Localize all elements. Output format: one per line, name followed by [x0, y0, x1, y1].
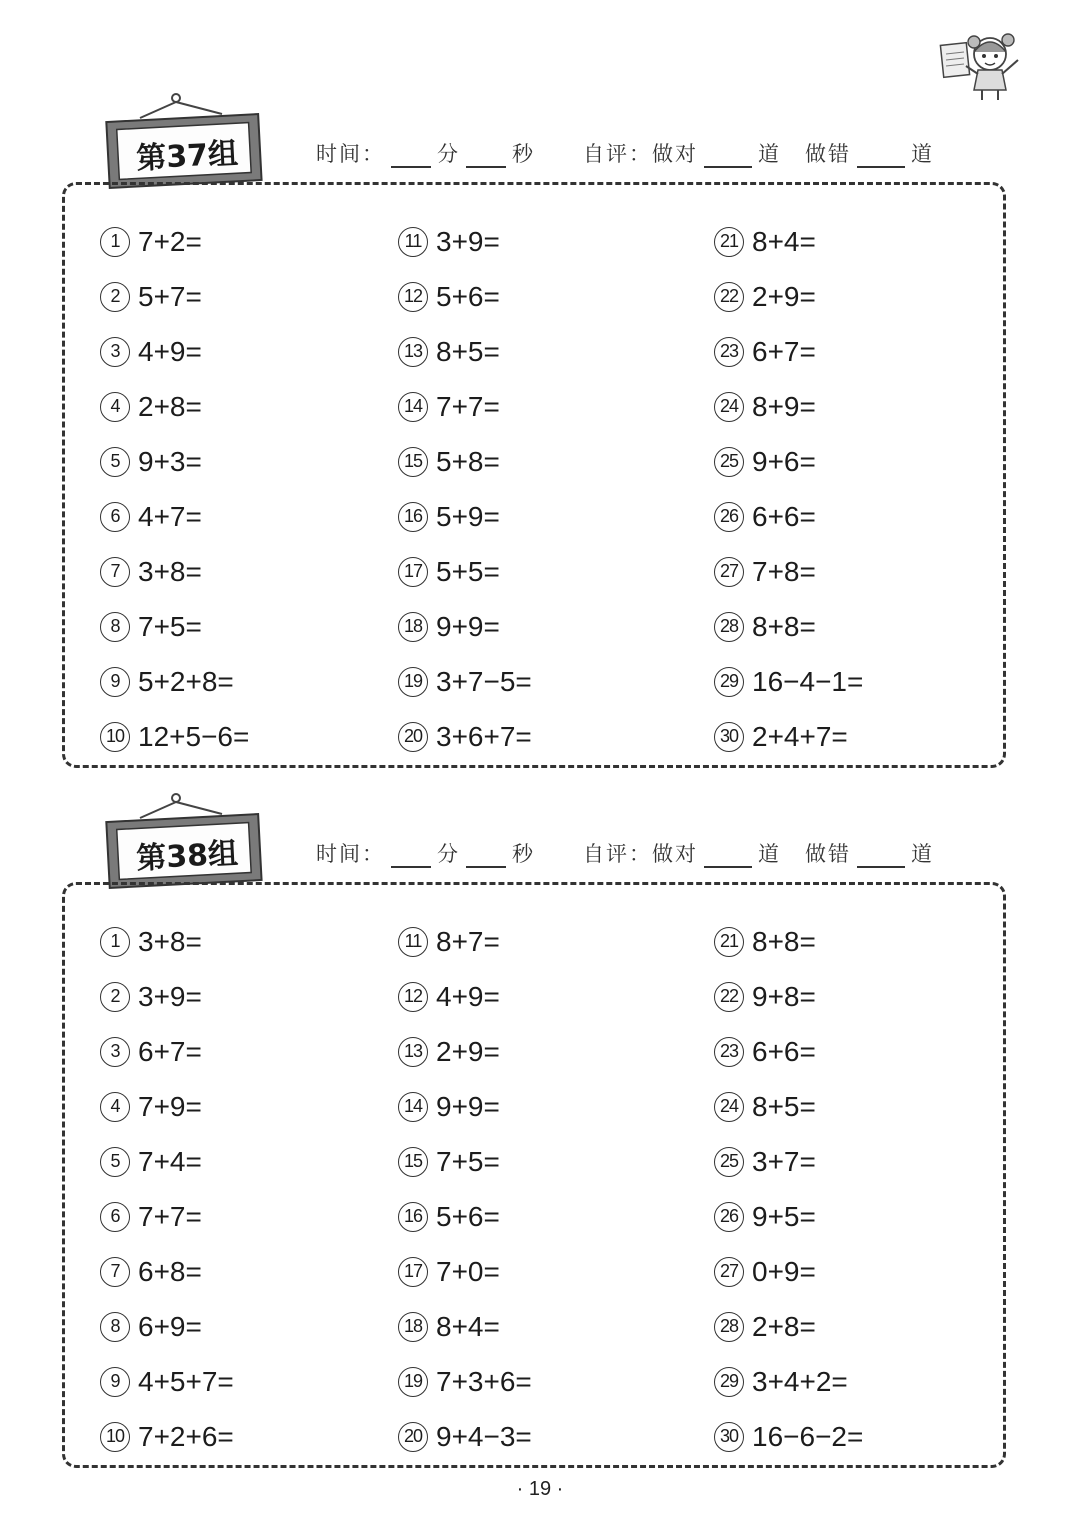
wrong-count-blank[interactable] — [857, 144, 905, 168]
problem-expression: 7+8= — [752, 555, 816, 587]
wrong-label: 做错 — [805, 142, 851, 166]
minute-label: 分 — [437, 842, 460, 866]
problem-item — [398, 969, 532, 1024]
minutes-blank[interactable] — [391, 844, 431, 868]
problem-expression: 7+4= — [138, 1145, 202, 1177]
problem-expression: 16−4−1= — [752, 665, 864, 697]
problem-number: 15 — [398, 1147, 428, 1177]
problem-number: 2 — [100, 982, 130, 1012]
problem-number: 9 — [100, 667, 130, 697]
problem-number: 15 — [398, 447, 428, 477]
problem-item — [714, 1409, 863, 1464]
problem-expression: 8+8= — [752, 610, 816, 642]
problem-number: 8 — [100, 612, 130, 642]
problem-number: 11 — [398, 227, 428, 257]
problem-expression: 3+6+7= — [436, 720, 532, 752]
problem-number: 13 — [398, 337, 428, 367]
problem-expression: 7+0= — [436, 1255, 500, 1287]
correct-unit-label: 道 — [758, 142, 781, 166]
problem-item — [714, 379, 863, 434]
problem-item — [398, 1354, 532, 1409]
problem-expression: 3+7−5= — [436, 665, 532, 697]
problem-number: 14 — [398, 1092, 428, 1122]
problem-item — [714, 709, 863, 764]
problem-item — [398, 599, 532, 654]
problem-number: 20 — [398, 1422, 428, 1452]
problem-number: 3 — [100, 337, 130, 367]
problem-item — [398, 654, 532, 709]
problem-number: 5 — [100, 1147, 130, 1177]
problem-expression: 7+5= — [436, 1145, 500, 1177]
problem-item — [398, 269, 532, 324]
group-title: 第38组 — [135, 836, 239, 877]
problem-item — [714, 599, 863, 654]
problem-item — [714, 1354, 863, 1409]
problem-expression: 2+4+7= — [752, 720, 848, 752]
problem-item — [100, 1244, 234, 1299]
problem-expression: 16−6−2= — [752, 1420, 864, 1452]
problem-item — [100, 434, 249, 489]
problem-expression: 7+3+6= — [436, 1365, 532, 1397]
problem-item — [100, 1409, 234, 1464]
problem-item — [714, 1189, 863, 1244]
problem-expression: 5+6= — [436, 280, 500, 312]
problem-number: 28 — [714, 612, 744, 642]
minutes-blank[interactable] — [391, 144, 431, 168]
group-title-sign — [104, 792, 264, 892]
correct-unit-label: 道 — [758, 842, 781, 866]
problem-item — [398, 544, 532, 599]
problem-number: 12 — [398, 982, 428, 1012]
problem-item — [100, 489, 249, 544]
problem-item — [398, 489, 532, 544]
second-label: 秒 — [512, 142, 535, 166]
problem-number: 26 — [714, 1202, 744, 1232]
problem-item — [714, 324, 863, 379]
problem-item — [398, 1024, 532, 1079]
problem-item — [714, 269, 863, 324]
problem-number: 16 — [398, 502, 428, 532]
time-label: 时间： — [316, 842, 385, 866]
problem-item — [398, 914, 532, 969]
problem-item — [398, 709, 532, 764]
problem-expression: 7+5= — [138, 610, 202, 642]
problem-item — [398, 1189, 532, 1244]
problem-number: 17 — [398, 1257, 428, 1287]
problem-number: 6 — [100, 502, 130, 532]
problem-item — [398, 214, 532, 269]
problem-number: 24 — [714, 392, 744, 422]
problem-item — [714, 1079, 863, 1134]
problem-expression: 7+9= — [138, 1090, 202, 1122]
problem-column — [714, 214, 863, 764]
girl-holding-paper-icon — [936, 24, 1036, 104]
problem-number: 24 — [714, 1092, 744, 1122]
problem-column — [714, 914, 863, 1464]
problem-number: 4 — [100, 392, 130, 422]
problem-number: 25 — [714, 1147, 744, 1177]
problem-number: 17 — [398, 557, 428, 587]
problem-item — [714, 434, 863, 489]
problem-expression: 4+5+7= — [138, 1365, 234, 1397]
problem-item — [714, 654, 863, 709]
problem-number: 3 — [100, 1037, 130, 1067]
problem-item — [398, 1134, 532, 1189]
problem-number: 30 — [714, 722, 744, 752]
problem-expression: 2+9= — [436, 1035, 500, 1067]
problem-expression: 6+8= — [138, 1255, 202, 1287]
page-number: · 19 · — [516, 1478, 564, 1500]
problem-column — [100, 214, 249, 764]
problem-number: 27 — [714, 557, 744, 587]
problem-number: 21 — [714, 227, 744, 257]
problem-expression: 7+7= — [436, 390, 500, 422]
wrong-unit-label: 道 — [911, 142, 934, 166]
problem-number: 21 — [714, 927, 744, 957]
problem-column — [398, 214, 532, 764]
problem-expression: 5+7= — [138, 280, 202, 312]
problem-expression: 2+8= — [752, 1310, 816, 1342]
problem-item — [100, 709, 249, 764]
problem-item — [100, 214, 249, 269]
problem-item — [398, 1409, 532, 1464]
problem-item — [398, 1299, 532, 1354]
problem-number: 19 — [398, 1367, 428, 1397]
problem-expression: 9+9= — [436, 1090, 500, 1122]
problem-item — [398, 1079, 532, 1134]
problem-expression: 6+6= — [752, 500, 816, 532]
problem-expression: 7+7= — [138, 1200, 202, 1232]
problem-expression: 9+4−3= — [436, 1420, 532, 1452]
problem-expression: 7+2= — [138, 225, 202, 257]
problem-item — [100, 1354, 234, 1409]
minute-label: 分 — [437, 142, 460, 166]
problem-item — [100, 1024, 234, 1079]
problem-item — [398, 379, 532, 434]
problem-number: 13 — [398, 1037, 428, 1067]
time-label: 时间： — [316, 142, 385, 166]
problem-expression: 3+8= — [138, 925, 202, 957]
wrong-unit-label: 道 — [911, 842, 934, 866]
problem-expression: 3+4+2= — [752, 1365, 848, 1397]
problem-expression: 5+6= — [436, 1200, 500, 1232]
problem-number: 9 — [100, 1367, 130, 1397]
second-label: 秒 — [512, 842, 535, 866]
time-and-score-line — [316, 834, 934, 868]
problem-expression: 6+7= — [138, 1035, 202, 1067]
problem-expression: 8+5= — [436, 335, 500, 367]
problem-expression: 3+7= — [752, 1145, 816, 1177]
problem-expression: 4+9= — [138, 335, 202, 367]
problem-number: 7 — [100, 1257, 130, 1287]
problem-number: 29 — [714, 1367, 744, 1397]
problem-item — [714, 489, 863, 544]
problem-number: 29 — [714, 667, 744, 697]
problem-number: 22 — [714, 282, 744, 312]
problem-expression: 8+7= — [436, 925, 500, 957]
problem-expression: 3+8= — [138, 555, 202, 587]
problem-number: 25 — [714, 447, 744, 477]
problem-number: 22 — [714, 982, 744, 1012]
problem-expression: 12+5−6= — [138, 720, 250, 752]
correct-count-blank[interactable] — [704, 844, 752, 868]
wrong-count-blank[interactable] — [857, 844, 905, 868]
problem-number: 20 — [398, 722, 428, 752]
problem-number: 30 — [714, 1422, 744, 1452]
problem-expression: 5+2+8= — [138, 665, 234, 697]
problem-expression: 8+4= — [436, 1310, 500, 1342]
seconds-blank[interactable] — [466, 144, 506, 168]
problem-expression: 3+9= — [436, 225, 500, 257]
problem-expression: 9+6= — [752, 445, 816, 477]
time-and-score-line — [316, 134, 934, 168]
problem-column — [100, 914, 234, 1464]
problem-item — [100, 379, 249, 434]
problem-number: 26 — [714, 502, 744, 532]
problem-item — [714, 914, 863, 969]
problem-expression: 4+9= — [436, 980, 500, 1012]
problem-expression: 8+8= — [752, 925, 816, 957]
problem-expression: 9+3= — [138, 445, 202, 477]
problem-column — [398, 914, 532, 1464]
problem-expression: 2+8= — [138, 390, 202, 422]
wrong-label: 做错 — [805, 842, 851, 866]
problem-number: 1 — [100, 227, 130, 257]
problem-item — [100, 1189, 234, 1244]
problem-number: 23 — [714, 1037, 744, 1067]
correct-count-blank[interactable] — [704, 144, 752, 168]
problem-number: 27 — [714, 1257, 744, 1287]
problem-expression: 9+8= — [752, 980, 816, 1012]
problem-number: 7 — [100, 557, 130, 587]
problem-item — [100, 969, 234, 1024]
problem-expression: 9+5= — [752, 1200, 816, 1232]
problem-number: 12 — [398, 282, 428, 312]
problem-item — [100, 1134, 234, 1189]
problem-expression: 3+9= — [138, 980, 202, 1012]
problem-item — [100, 1299, 234, 1354]
problem-item — [100, 914, 234, 969]
problem-number: 2 — [100, 282, 130, 312]
problem-item — [398, 1244, 532, 1299]
problem-number: 4 — [100, 1092, 130, 1122]
problem-number: 18 — [398, 612, 428, 642]
problem-item — [714, 1244, 863, 1299]
problem-item — [100, 1079, 234, 1134]
problem-number: 19 — [398, 667, 428, 697]
problem-item — [714, 1299, 863, 1354]
problem-number: 11 — [398, 927, 428, 957]
problem-number: 28 — [714, 1312, 744, 1342]
seconds-blank[interactable] — [466, 844, 506, 868]
problem-number: 8 — [100, 1312, 130, 1342]
problem-item — [100, 324, 249, 379]
problem-expression: 9+9= — [436, 610, 500, 642]
self-eval-correct-label: 自评：做对 — [583, 842, 698, 866]
problem-item — [398, 324, 532, 379]
problem-expression: 8+5= — [752, 1090, 816, 1122]
problem-expression: 6+6= — [752, 1035, 816, 1067]
group-title-sign — [104, 92, 264, 192]
problem-expression: 6+7= — [752, 335, 816, 367]
problem-expression: 5+8= — [436, 445, 500, 477]
problem-expression: 5+5= — [436, 555, 500, 587]
problem-expression: 0+9= — [752, 1255, 816, 1287]
problem-number: 16 — [398, 1202, 428, 1232]
problem-item — [714, 1024, 863, 1079]
problem-item — [100, 599, 249, 654]
problem-item — [714, 969, 863, 1024]
problem-number: 10 — [100, 1422, 130, 1452]
problem-item — [100, 269, 249, 324]
problem-number: 23 — [714, 337, 744, 367]
problem-expression: 8+9= — [752, 390, 816, 422]
problem-expression: 5+9= — [436, 500, 500, 532]
problem-item — [714, 544, 863, 599]
problem-item — [714, 214, 863, 269]
problem-item — [100, 544, 249, 599]
problem-expression: 2+9= — [752, 280, 816, 312]
problem-number: 10 — [100, 722, 130, 752]
problem-expression: 6+9= — [138, 1310, 202, 1342]
problem-item — [398, 434, 532, 489]
problem-number: 6 — [100, 1202, 130, 1232]
problem-item — [100, 654, 249, 709]
problem-number: 14 — [398, 392, 428, 422]
problem-number: 18 — [398, 1312, 428, 1342]
problem-number: 1 — [100, 927, 130, 957]
problem-expression: 4+7= — [138, 500, 202, 532]
group-title: 第37组 — [135, 136, 239, 177]
problem-number: 5 — [100, 447, 130, 477]
problem-expression: 8+4= — [752, 225, 816, 257]
problem-item — [714, 1134, 863, 1189]
problem-expression: 7+2+6= — [138, 1420, 234, 1452]
self-eval-correct-label: 自评：做对 — [583, 142, 698, 166]
